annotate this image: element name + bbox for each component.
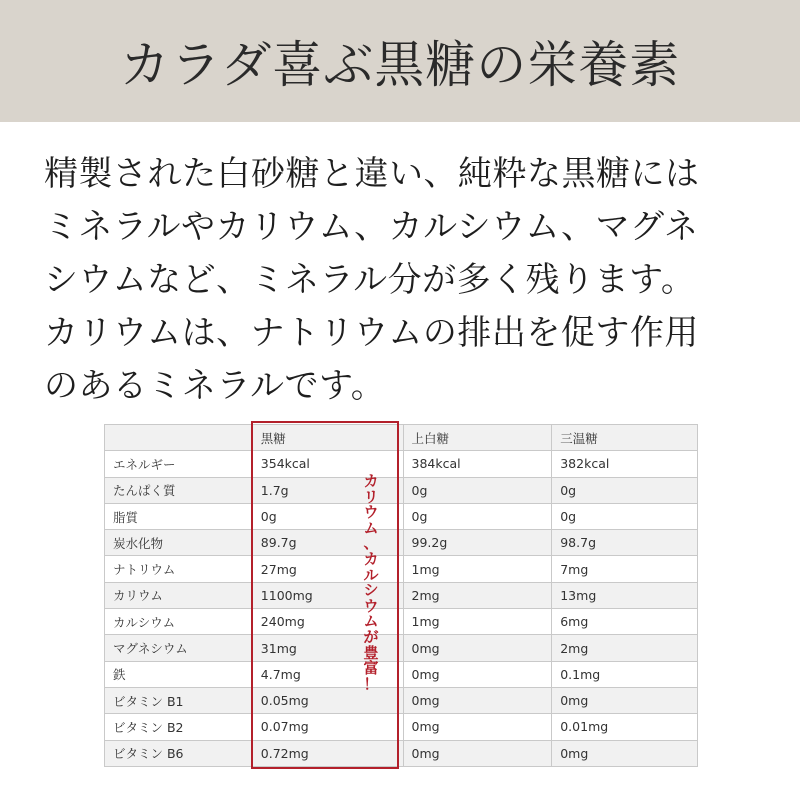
nutrient-value: 0mg <box>552 740 698 766</box>
nutrient-value: 0mg <box>403 740 552 766</box>
nutrient-value: 1100mg <box>252 582 403 608</box>
nutrient-label: ビタミン B1 <box>105 687 253 713</box>
nutrient-label: カルシウム <box>105 609 253 635</box>
nutrient-value: 1.7g <box>252 477 403 503</box>
nutrient-value: 7mg <box>552 556 698 582</box>
nutrient-value: 4.7mg <box>252 661 403 687</box>
table-row <box>105 609 698 635</box>
table-row <box>105 530 698 556</box>
table-row <box>105 556 698 582</box>
nutrient-value: 0.07mg <box>252 714 403 740</box>
nutrient-label: たんぱく質 <box>105 477 253 503</box>
callout-char: カ <box>363 472 379 490</box>
callout-char: 豊 <box>363 643 379 662</box>
table-row <box>105 740 698 766</box>
table-row <box>105 714 698 740</box>
nutrient-value: 2mg <box>552 635 698 661</box>
nutrient-label: エネルギー <box>105 451 253 477</box>
nutrient-value: 1mg <box>403 556 552 582</box>
nutrient-value: 89.7g <box>252 530 403 556</box>
table-row <box>105 635 698 661</box>
nutrient-label: マグネシウム <box>105 635 253 661</box>
callout-char: ム <box>363 612 379 631</box>
title-banner <box>0 0 800 122</box>
nutrient-value: 0mg <box>403 714 552 740</box>
nutrient-label: ビタミン B6 <box>105 740 253 766</box>
table-row <box>105 477 698 503</box>
nutrient-value: 1mg <box>403 609 552 635</box>
nutrient-value: 384kcal <box>403 451 552 477</box>
nutrient-value: 0mg <box>403 687 552 713</box>
nutrient-value: 0.72mg <box>252 740 403 766</box>
callout-char: シ <box>363 581 379 600</box>
header-cell: 三温糖 <box>552 425 698 451</box>
callout-char: ウ <box>363 503 379 522</box>
page-title: カラダ喜ぶ黒糖の栄養素 <box>119 36 681 94</box>
nutrient-value: 0mg <box>403 635 552 661</box>
table-row <box>105 687 698 713</box>
header-cell: 上白糖 <box>403 425 552 451</box>
intro-line: カリウムは、ナトリウムの排出を促す作用 <box>44 313 699 353</box>
table-row <box>105 503 698 529</box>
table-row <box>105 582 698 608</box>
nutrient-label: 炭水化物 <box>105 530 253 556</box>
callout-char: リ <box>363 487 379 506</box>
nutrient-value: 99.2g <box>403 530 552 556</box>
nutrient-label: ビタミン B2 <box>105 714 253 740</box>
nutrient-value: 0.01mg <box>552 714 698 740</box>
nutrient-value: 0g <box>252 503 403 529</box>
nutrient-value: 382kcal <box>552 451 698 477</box>
nutrient-value: 6mg <box>552 609 698 635</box>
callout-char: 富 <box>363 659 379 678</box>
nutrient-value: 98.7g <box>552 530 698 556</box>
callout-char: ム <box>363 518 379 537</box>
nutrient-value: 13mg <box>552 582 698 608</box>
nutrient-label: 鉄 <box>105 661 253 687</box>
nutrient-value: 0.05mg <box>252 687 403 713</box>
nutrition-table <box>104 424 698 767</box>
nutrient-value: 31mg <box>252 635 403 661</box>
callout-char: 、 <box>363 534 379 553</box>
intro-line: ミネラルやカリウム、カルシウム、マグネ <box>44 207 699 247</box>
callout-char: ！ <box>363 674 379 693</box>
nutrient-label: 脂質 <box>105 503 253 529</box>
intro-line: シウムなど、ミネラル分が多く残ります。 <box>44 260 696 300</box>
nutrient-label: ナトリウム <box>105 556 253 582</box>
intro-line: のあるミネラルです。 <box>44 366 386 406</box>
nutrient-value: 2mg <box>403 582 552 608</box>
table-row <box>105 451 698 477</box>
nutrient-value: 0g <box>552 503 698 529</box>
intro-line: 精製された白砂糖と違い、純粋な黒糖には <box>44 154 700 194</box>
nutrient-value: 0g <box>403 477 552 503</box>
intro-text <box>44 148 764 413</box>
callout-char: ル <box>363 565 379 584</box>
nutrient-value: 240mg <box>252 609 403 635</box>
table-header-row <box>105 425 698 451</box>
nutrient-value: 0mg <box>552 687 698 713</box>
nutrient-value: 0.1mg <box>552 661 698 687</box>
callout-char: が <box>363 627 379 646</box>
callout-char: カ <box>363 549 379 568</box>
header-cell-blank <box>105 425 253 451</box>
nutrient-value: 0g <box>552 477 698 503</box>
nutrient-value: 0g <box>403 503 552 529</box>
header-cell: 黒糖 <box>252 425 403 451</box>
nutrient-value: 0mg <box>403 661 552 687</box>
nutrient-value: 27mg <box>252 556 403 582</box>
callout-char: ウ <box>363 596 379 615</box>
table-row <box>105 661 698 687</box>
callout-vertical-text <box>356 474 386 692</box>
nutrient-label: カリウム <box>105 582 253 608</box>
nutrient-value: 354kcal <box>252 451 403 477</box>
